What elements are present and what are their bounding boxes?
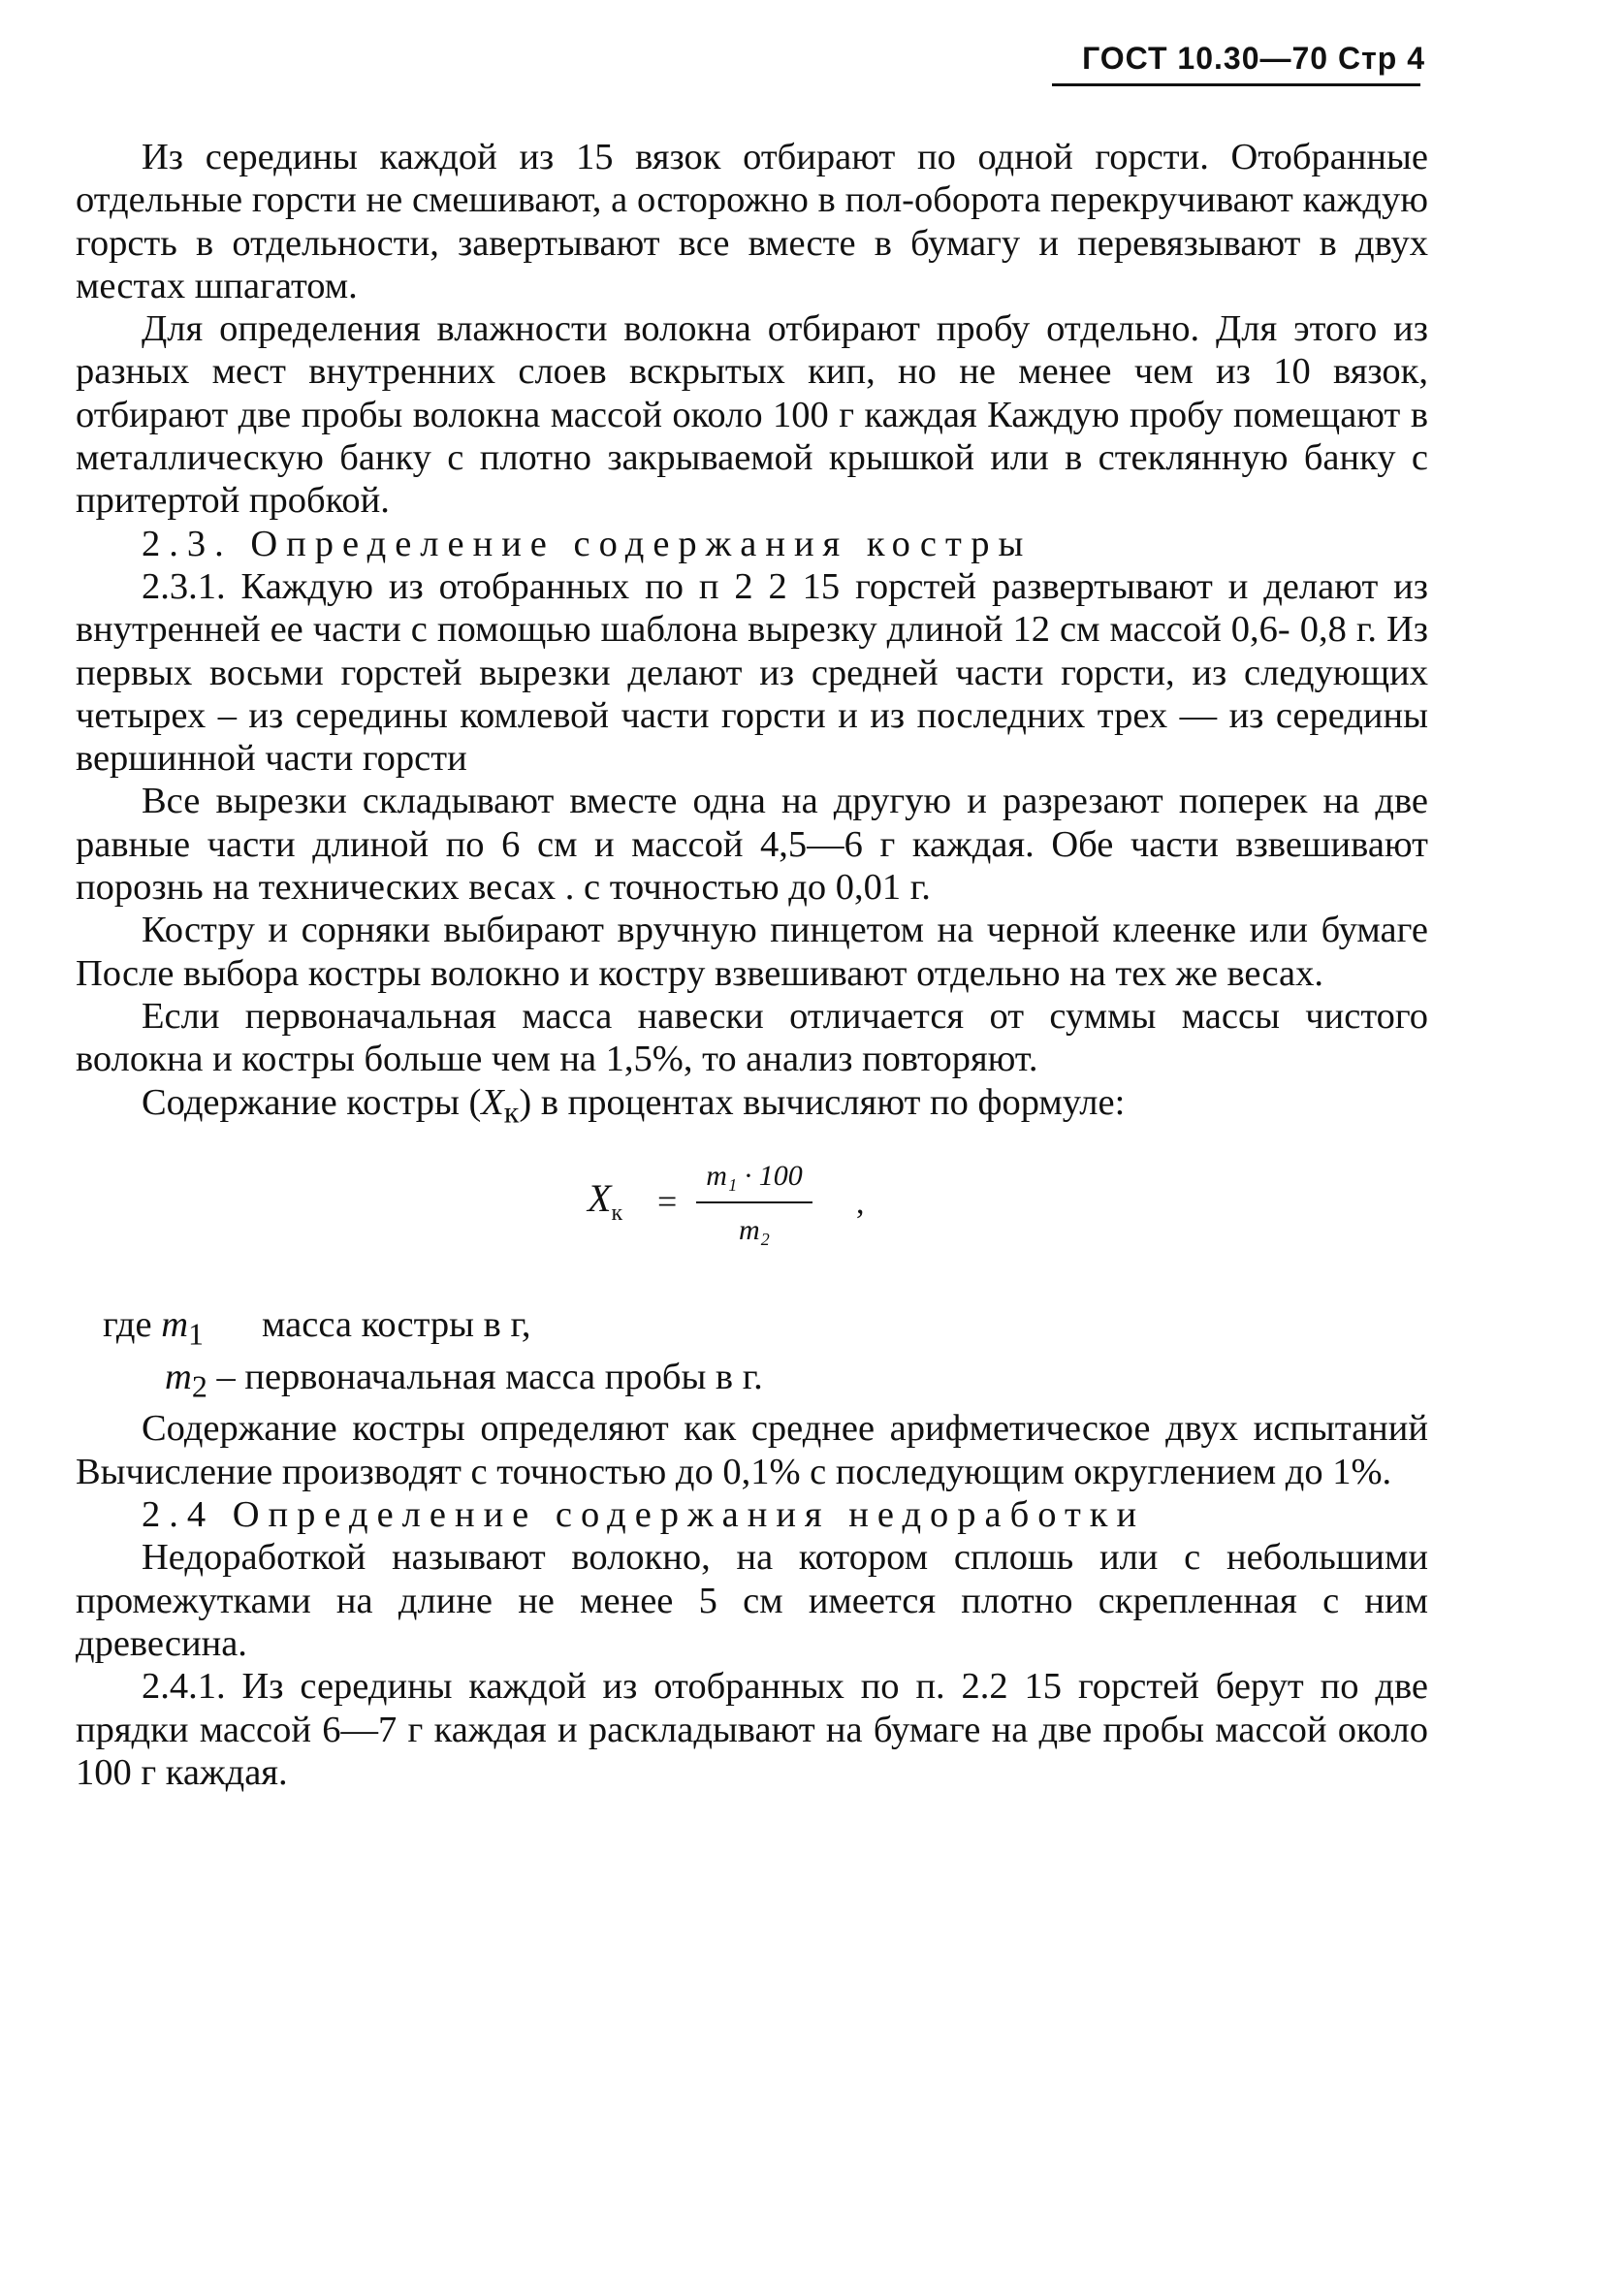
where-m1-var: m	[161, 1303, 188, 1345]
formula-equals: =	[657, 1181, 678, 1221]
formula-lhs-var: X	[588, 1175, 612, 1220]
formula-numerator: m₁ · 100	[706, 1159, 803, 1192]
paragraph-2: Для определения влажности волокна отбирают пробу отдельно. Для этого из разных мест внутренних слоев вскрытых кип, но не менее чем из 10 вязок, отбирают две пробы волокна массой около 100 г каждая Каждую пробу помещают в металлическую банку с плотно закрываемой крышкой или в стеклянную банку с притертой пробкой.	[76, 308, 1428, 522]
paragraph-5: Кострy и сорняки выбирают вручную пинцетом на черной клеенке или бумаге После выбора костры волокно и кострy взвешивают отдельно на тех же весах.	[76, 910, 1428, 994]
formula-intro-text-end: ) в процентах вычисляют по формуле:	[519, 1081, 1126, 1123]
where-m1-sub: 1	[188, 1316, 205, 1352]
formula-lhs	[588, 1177, 622, 1234]
section-heading-2-4: 2.4 Определение содержания недоработки	[142, 1494, 1146, 1536]
formula-lhs-sub: к	[611, 1200, 623, 1226]
document-body	[76, 136, 1428, 1794]
paragraph-9: Недоработкой называют волокно, на котором сплошь или с небольшими промежутками на длине не менее 5 см имеется плотно скрепленная с ним древесина.	[76, 1537, 1428, 1664]
formula-intro-sub: к	[503, 1094, 520, 1130]
paragraph-8: Содержание костры определяют как среднее арифметическое двух испытаний Вычисление производят с точностью до 0,1% с последующим округлением до 1%.	[76, 1408, 1428, 1492]
section-heading-2-3: 2.3. Определение содержания костры	[142, 523, 1033, 564]
where-line-m1	[76, 1303, 1428, 1356]
formula-intro-text: Содержание костры (	[142, 1081, 482, 1123]
formula-fraction	[696, 1155, 812, 1253]
where-m1-desc: масса костры в г,	[262, 1303, 531, 1345]
paragraph-1: Из середины каждой из 15 вязок отбирают по одной горсти. Отобранные отдельные горсти не смешивают, а осторожно в пол-оборота перекручивают каждую горсть в отдельности, завертывают все вместе в бумагу и перевязывают в двух местах шпагатом.	[76, 137, 1428, 306]
paragraph-2-4-1: 2.4.1. Из середины каждой из отобранных по п. 2.2 15 горстей берут по две прядки массой 6—7 г каждая и раскладывают на бумаге на две пробы массой около 100 г каждая.	[76, 1666, 1428, 1793]
formula-denominator: m₂	[738, 1213, 771, 1246]
where-m2-var: m	[165, 1356, 192, 1397]
formula-intro-var: X	[481, 1081, 504, 1123]
formula-comma: ,	[856, 1184, 865, 1221]
where-m2-sub: 2	[191, 1368, 207, 1404]
header-rule	[1052, 83, 1420, 86]
paragraph-7	[76, 1081, 1428, 1134]
paragraph-2-3-1: 2.3.1. Каждую из отобранных по п 2 2 15 горстей развертывают и делают из внутренней ее части с помощью шаблона вырезку длиной 12 см массой 0,6- 0,8 г. Из первых восьми горстей вырезки делают из средней части горсти, из следующих четырех – из середины комлевой части горсти и из последних трех — из середины вершинной части горсти	[76, 565, 1428, 780]
where-label: где	[103, 1303, 152, 1345]
where-m2-desc: – первоначальная масса пробы в г.	[216, 1356, 763, 1397]
formula-block	[76, 1134, 1428, 1303]
paragraph-6: Если первоначальная масса навески отличается от суммы массы чистого волокна и костры больше чем на 1,5%, то анализ повторяют.	[76, 995, 1428, 1080]
paragraph-4: Все вырезки складывают вместе одна на другую и разрезают поперек на две равные части длиной по 6 см и массой 4,5—6 г каждая. Обе части взвешивают порознь на технических весах . с точностью до 0,01 г.	[76, 781, 1428, 909]
where-line-m2	[76, 1356, 1428, 1408]
fraction-bar	[696, 1201, 812, 1203]
page-header: ГОСТ 10.30—70 Стр 4	[1082, 41, 1425, 76]
